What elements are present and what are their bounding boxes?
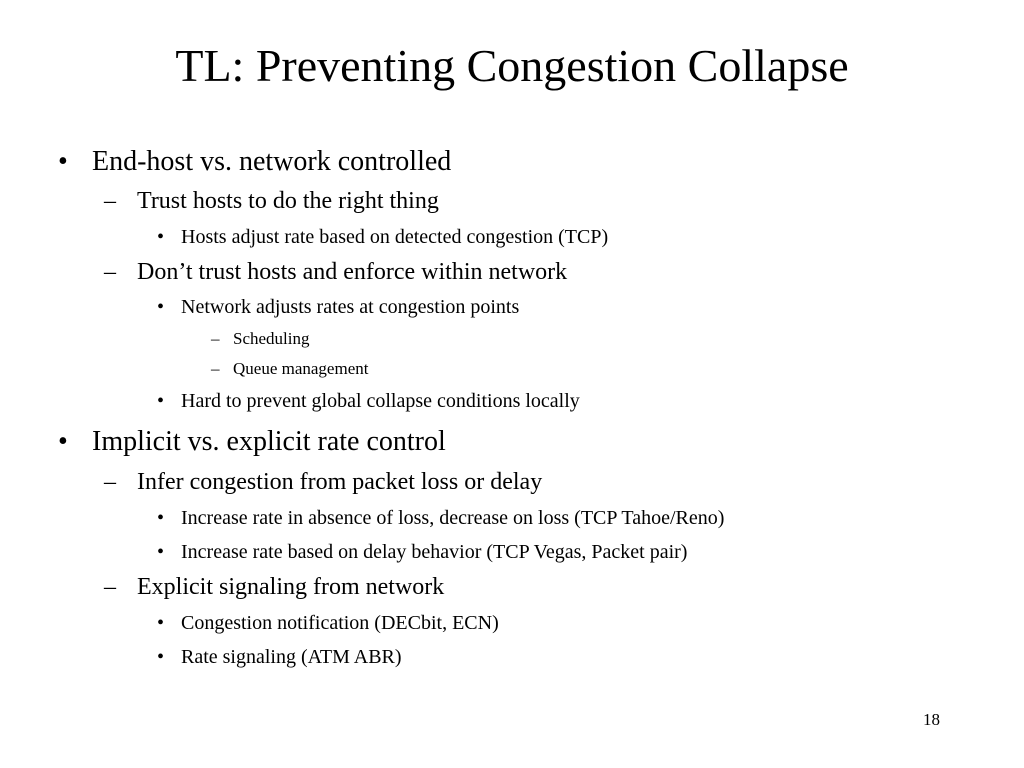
bullet-text: End-host vs. network controlled — [92, 146, 452, 177]
bullet-text: Congestion notification (DECbit, ECN) — [181, 612, 499, 634]
bullet-marker: • — [157, 612, 165, 634]
bullet-marker: • — [58, 146, 68, 177]
bullet-marker: • — [157, 541, 165, 563]
bullet-text: Hard to prevent global collapse conditions locally — [181, 390, 580, 412]
page-number: 18 — [923, 710, 940, 729]
dash-marker: – — [104, 259, 116, 285]
dash-marker: – — [211, 359, 220, 378]
bullet-marker: • — [157, 390, 165, 412]
bullet-text: Rate signaling (ATM ABR) — [181, 646, 402, 668]
bullet-text: Increase rate in absence of loss, decrease on loss (TCP Tahoe/Reno) — [181, 507, 725, 529]
slide-title: TL: Preventing Congestion Collapse — [175, 40, 849, 91]
bullet-text: Scheduling — [233, 329, 310, 348]
dash-marker: – — [211, 329, 220, 348]
bullet-marker: • — [58, 426, 68, 457]
bullet-text: Explicit signaling from network — [137, 574, 445, 600]
dash-marker: – — [104, 574, 116, 600]
bullet-text: Network adjusts rates at congestion points — [181, 296, 520, 318]
bullet-text: Infer congestion from packet loss or delay — [137, 469, 543, 495]
bullet-text: Trust hosts to do the right thing — [137, 188, 439, 214]
bullet-marker: • — [157, 226, 165, 248]
dash-marker: – — [104, 469, 116, 495]
bullet-text: Queue management — [233, 359, 369, 378]
dash-marker: – — [104, 188, 116, 214]
bullet-marker: • — [157, 507, 165, 529]
bullet-text: Increase rate based on delay behavior (TCP Vegas, Packet pair) — [181, 541, 688, 563]
bullet-marker: • — [157, 296, 165, 318]
bullet-marker: • — [157, 646, 165, 668]
bullet-text: Hosts adjust rate based on detected congestion (TCP) — [181, 226, 609, 248]
bullet-text: Don’t trust hosts and enforce within network — [137, 259, 568, 285]
bullet-text: Implicit vs. explicit rate control — [92, 426, 446, 457]
